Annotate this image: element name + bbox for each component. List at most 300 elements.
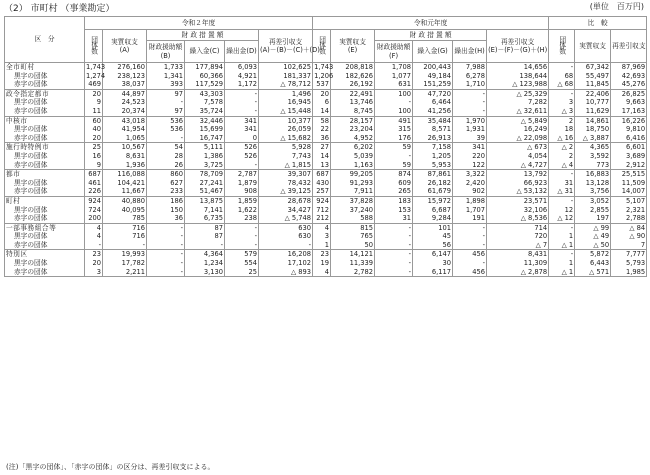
value-cell: 874 bbox=[375, 170, 413, 179]
value-cell: - bbox=[375, 232, 413, 241]
value-cell: 2,420 bbox=[453, 179, 487, 188]
value-cell: 393 bbox=[147, 80, 185, 89]
value-cell: 3,130 bbox=[185, 268, 225, 277]
value-cell: 3,725 bbox=[185, 161, 225, 170]
value-cell: 11,845 bbox=[575, 80, 611, 89]
header-r2-kurishutsu: 繰出金(D) bbox=[225, 41, 259, 63]
value-cell: 16,883 bbox=[575, 170, 611, 179]
value-cell: - bbox=[103, 241, 147, 250]
value-cell: △ 15,448 bbox=[259, 107, 313, 116]
value-cell: △ 3,887 bbox=[575, 134, 611, 143]
header-comparison: 比 較 bbox=[549, 17, 647, 30]
value-cell: - bbox=[453, 107, 487, 116]
value-cell: 902 bbox=[453, 187, 487, 196]
value-cell: 50 bbox=[331, 241, 375, 250]
value-cell: 25 bbox=[85, 143, 103, 152]
value-cell: 10,567 bbox=[103, 143, 147, 152]
value-cell: 860 bbox=[147, 170, 185, 179]
header-r1-dantai: 団体数 bbox=[313, 30, 331, 63]
value-cell: 68 bbox=[549, 72, 575, 81]
value-cell: △ 39,125 bbox=[259, 187, 313, 196]
value-cell: 39 bbox=[453, 134, 487, 143]
value-cell: △ 2,878 bbox=[487, 268, 549, 277]
value-cell: 10,777 bbox=[575, 98, 611, 107]
value-cell: - bbox=[549, 250, 575, 259]
value-cell: - bbox=[549, 89, 575, 98]
value-cell: 2 bbox=[549, 116, 575, 125]
value-cell: 9,810 bbox=[611, 125, 647, 134]
value-cell: △ 1 bbox=[549, 268, 575, 277]
value-cell: - bbox=[225, 98, 259, 107]
value-cell: 19,993 bbox=[103, 250, 147, 259]
value-cell: 7,743 bbox=[259, 152, 313, 161]
value-cell: - bbox=[185, 241, 225, 250]
value-cell: - bbox=[147, 268, 185, 277]
value-cell: 6 bbox=[313, 98, 331, 107]
value-cell: 23,571 bbox=[487, 196, 549, 205]
value-cell: 1,622 bbox=[225, 206, 259, 215]
value-cell: 1,341 bbox=[147, 72, 185, 81]
value-cell: 6,416 bbox=[611, 134, 647, 143]
value-cell: △ 90 bbox=[611, 232, 647, 241]
value-cell: 43,303 bbox=[185, 89, 225, 98]
value-cell: △ 5,748 bbox=[259, 214, 313, 223]
table-row bbox=[5, 187, 647, 196]
value-cell: 20 bbox=[85, 259, 103, 268]
value-cell: 276,160 bbox=[103, 63, 147, 72]
table-row bbox=[5, 223, 647, 232]
value-cell: 8,631 bbox=[103, 152, 147, 161]
value-cell: 924 bbox=[85, 196, 103, 205]
value-cell: 44,897 bbox=[103, 89, 147, 98]
value-cell: 1,936 bbox=[103, 161, 147, 170]
value-cell: 226 bbox=[85, 187, 103, 196]
value-cell: 908 bbox=[225, 187, 259, 196]
value-cell: 17,782 bbox=[103, 259, 147, 268]
value-cell: 1,859 bbox=[225, 196, 259, 205]
value-cell: 87 bbox=[185, 232, 225, 241]
settlement-table bbox=[4, 16, 647, 277]
value-cell: 100 bbox=[375, 89, 413, 98]
value-cell: 0 bbox=[225, 134, 259, 143]
value-cell: 49,184 bbox=[413, 72, 453, 81]
value-cell: 122 bbox=[453, 161, 487, 170]
value-cell: 182,626 bbox=[331, 72, 375, 81]
value-cell: 265 bbox=[375, 187, 413, 196]
row-label: 赤字の団体 bbox=[5, 134, 85, 143]
row-label: 黒字の団体 bbox=[5, 98, 85, 107]
value-cell: - bbox=[147, 98, 185, 107]
value-cell: 1,065 bbox=[103, 134, 147, 143]
value-cell: 1,707 bbox=[453, 206, 487, 215]
value-cell: 60,366 bbox=[185, 72, 225, 81]
value-cell: △ 12 bbox=[549, 214, 575, 223]
value-cell: △ 49 bbox=[575, 232, 611, 241]
value-cell: 26,192 bbox=[331, 80, 375, 89]
header-r2-dantai: 団体数 bbox=[85, 30, 103, 63]
value-cell: 24,523 bbox=[103, 98, 147, 107]
value-cell: △ 22,098 bbox=[487, 134, 549, 143]
value-cell: △ 99 bbox=[575, 223, 611, 232]
value-cell: 724 bbox=[85, 206, 103, 215]
unit-label: (単位 百万円) bbox=[589, 2, 644, 11]
table-row bbox=[5, 196, 647, 205]
value-cell: 233 bbox=[147, 187, 185, 196]
value-cell: △ 4,727 bbox=[487, 161, 549, 170]
value-cell: 7,777 bbox=[611, 250, 647, 259]
value-cell: 43,018 bbox=[103, 116, 147, 125]
value-cell: △ 2 bbox=[549, 143, 575, 152]
value-cell: - bbox=[453, 232, 487, 241]
value-cell: 554 bbox=[225, 259, 259, 268]
value-cell: △ 25,329 bbox=[487, 89, 549, 98]
value-cell: - bbox=[375, 259, 413, 268]
value-cell: 28 bbox=[147, 152, 185, 161]
value-cell: 1,710 bbox=[453, 80, 487, 89]
header-r1-zaisei: 財 政 措 置 額 bbox=[375, 30, 487, 41]
value-cell: 14,656 bbox=[487, 63, 549, 72]
value-cell: 3,689 bbox=[611, 152, 647, 161]
value-cell: 7 bbox=[611, 241, 647, 250]
value-cell: 97 bbox=[147, 107, 185, 116]
table-row bbox=[5, 259, 647, 268]
value-cell: 2,321 bbox=[611, 206, 647, 215]
value-cell: 87,969 bbox=[611, 63, 647, 72]
value-cell: 35,484 bbox=[413, 116, 453, 125]
table-row bbox=[5, 116, 647, 125]
value-cell: 13,875 bbox=[185, 196, 225, 205]
value-cell: 208,818 bbox=[331, 63, 375, 72]
header-c-sahiki: 再差引収支 bbox=[611, 30, 647, 63]
value-cell: △ 7 bbox=[487, 241, 549, 250]
value-cell: 25,515 bbox=[611, 170, 647, 179]
value-cell: - bbox=[147, 259, 185, 268]
header-kubun: 区 分 bbox=[5, 17, 85, 63]
table-row bbox=[5, 107, 647, 116]
value-cell: - bbox=[225, 161, 259, 170]
value-cell: 22 bbox=[313, 125, 331, 134]
value-cell: - bbox=[453, 241, 487, 250]
value-cell: 9 bbox=[85, 98, 103, 107]
row-label: 赤字の団体 bbox=[5, 187, 85, 196]
value-cell: 716 bbox=[103, 232, 147, 241]
value-cell: 1,386 bbox=[185, 152, 225, 161]
value-cell: - bbox=[453, 259, 487, 268]
value-cell: - bbox=[147, 241, 185, 250]
table-row bbox=[5, 170, 647, 179]
value-cell: 5,953 bbox=[413, 161, 453, 170]
value-cell: 456 bbox=[453, 268, 487, 277]
value-cell: 34,427 bbox=[259, 206, 313, 215]
value-cell: 14,007 bbox=[611, 187, 647, 196]
value-cell: 1,163 bbox=[331, 161, 375, 170]
value-cell: 4 bbox=[313, 223, 331, 232]
value-cell: - bbox=[225, 89, 259, 98]
table-row bbox=[5, 241, 647, 250]
table-row bbox=[5, 250, 647, 259]
table-row bbox=[5, 134, 647, 143]
value-cell: 186 bbox=[147, 196, 185, 205]
table-row bbox=[5, 161, 647, 170]
value-cell: 11,309 bbox=[487, 259, 549, 268]
value-cell: 37,240 bbox=[331, 206, 375, 215]
value-cell: 31 bbox=[375, 214, 413, 223]
value-cell: 197 bbox=[575, 214, 611, 223]
value-cell: 4 bbox=[313, 268, 331, 277]
value-cell: △ 50 bbox=[575, 241, 611, 250]
value-cell: - bbox=[453, 98, 487, 107]
value-cell: 5,111 bbox=[185, 143, 225, 152]
value-cell: 51,467 bbox=[185, 187, 225, 196]
value-cell: 4,365 bbox=[575, 143, 611, 152]
value-cell: 537 bbox=[313, 80, 331, 89]
row-label: 全市町村 bbox=[5, 63, 85, 72]
value-cell: 491 bbox=[375, 116, 413, 125]
value-cell: 579 bbox=[225, 250, 259, 259]
value-cell: 1 bbox=[549, 259, 575, 268]
value-cell: 4 bbox=[85, 223, 103, 232]
value-cell: 38,037 bbox=[103, 80, 147, 89]
value-cell: △ 16 bbox=[549, 134, 575, 143]
value-cell: 430 bbox=[313, 179, 331, 188]
header-r1-sahiki: 再差引収支 (E)－(F)－(G)＋(H) bbox=[487, 30, 549, 63]
header-r2-josei: 財政援助額(B) bbox=[147, 41, 185, 63]
value-cell: - bbox=[85, 241, 103, 250]
value-cell: 6,093 bbox=[225, 63, 259, 72]
row-label: 特別区 bbox=[5, 250, 85, 259]
value-cell: 16,249 bbox=[487, 125, 549, 134]
table-row bbox=[5, 63, 647, 72]
value-cell: △ 1,815 bbox=[259, 161, 313, 170]
row-label: 町村 bbox=[5, 196, 85, 205]
value-cell: 117,529 bbox=[185, 80, 225, 89]
value-cell: △ 31 bbox=[549, 187, 575, 196]
value-cell: 97 bbox=[147, 89, 185, 98]
value-cell: 4,054 bbox=[487, 152, 549, 161]
value-cell: 14 bbox=[313, 152, 331, 161]
table-row bbox=[5, 268, 647, 277]
row-label: 一部事務組合等 bbox=[5, 223, 85, 232]
header-r1-kuriire: 繰入金(G) bbox=[413, 41, 453, 63]
value-cell: △ 123,988 bbox=[487, 80, 549, 89]
value-cell: 10,377 bbox=[259, 116, 313, 125]
value-cell: 1,743 bbox=[314, 63, 334, 71]
table-row bbox=[5, 179, 647, 188]
value-cell: - bbox=[375, 152, 413, 161]
value-cell: 7,911 bbox=[331, 187, 375, 196]
value-cell: 13,746 bbox=[331, 98, 375, 107]
value-cell: 13 bbox=[313, 161, 331, 170]
value-cell: 1,733 bbox=[147, 63, 185, 72]
value-cell: 11,667 bbox=[103, 187, 147, 196]
value-cell: 87 bbox=[185, 223, 225, 232]
value-cell: 17,163 bbox=[611, 107, 647, 116]
value-cell: △ 1 bbox=[549, 241, 575, 250]
value-cell: 238 bbox=[225, 214, 259, 223]
footnote: (注)「黒字の団体」、「赤字の団体」の区分は、再差引収支による。 bbox=[6, 463, 215, 471]
value-cell: 4,952 bbox=[331, 134, 375, 143]
value-cell: 11,509 bbox=[611, 179, 647, 188]
value-cell: 32,446 bbox=[185, 116, 225, 125]
value-cell: 716 bbox=[103, 223, 147, 232]
value-cell: 4,921 bbox=[225, 72, 259, 81]
value-cell: 4 bbox=[85, 232, 103, 241]
table-row bbox=[5, 206, 647, 215]
value-cell: 116,088 bbox=[103, 170, 147, 179]
value-cell: - bbox=[225, 107, 259, 116]
row-label: 赤字の団体 bbox=[5, 241, 85, 250]
value-cell: 13,128 bbox=[575, 179, 611, 188]
value-cell: 714 bbox=[487, 223, 549, 232]
value-cell: 66,923 bbox=[487, 179, 549, 188]
value-cell: 11 bbox=[85, 107, 103, 116]
value-cell: 341 bbox=[453, 143, 487, 152]
value-cell: 7,988 bbox=[453, 63, 487, 72]
value-cell: 609 bbox=[375, 179, 413, 188]
table-row bbox=[5, 152, 647, 161]
value-cell: 5,928 bbox=[259, 143, 313, 152]
value-cell: 181,337 bbox=[259, 72, 313, 81]
value-cell: 2,788 bbox=[611, 214, 647, 223]
value-cell: △ 4 bbox=[549, 161, 575, 170]
value-cell: 526 bbox=[225, 143, 259, 152]
value-cell: 1,708 bbox=[375, 63, 413, 72]
section-title: （2） 市町村 （事業勘定） bbox=[4, 4, 115, 14]
value-cell: 35,724 bbox=[185, 107, 225, 116]
row-label: 赤字の団体 bbox=[5, 107, 85, 116]
value-cell: 19 bbox=[313, 259, 331, 268]
value-cell: 7,141 bbox=[185, 206, 225, 215]
value-cell: - bbox=[225, 223, 259, 232]
value-cell: 23 bbox=[313, 250, 331, 259]
value-cell: 26 bbox=[147, 161, 185, 170]
value-cell: 150 bbox=[147, 206, 185, 215]
value-cell: 26,182 bbox=[413, 179, 453, 188]
header-r1-kurishutsu: 繰出金(H) bbox=[453, 41, 487, 63]
row-label: 赤字の団体 bbox=[5, 161, 85, 170]
value-cell: 37,828 bbox=[331, 196, 375, 205]
value-cell: 6,464 bbox=[413, 98, 453, 107]
value-cell: 91,293 bbox=[331, 179, 375, 188]
value-cell: - bbox=[147, 134, 185, 143]
value-cell: 60 bbox=[85, 116, 103, 125]
value-cell: 27,241 bbox=[185, 179, 225, 188]
value-cell: 42,693 bbox=[611, 72, 647, 81]
value-cell: 5,039 bbox=[331, 152, 375, 161]
value-cell: 765 bbox=[331, 232, 375, 241]
value-cell: 40,095 bbox=[103, 206, 147, 215]
value-cell: 315 bbox=[375, 125, 413, 134]
value-cell: 40 bbox=[85, 125, 103, 134]
value-cell: 220 bbox=[453, 152, 487, 161]
value-cell: 2 bbox=[549, 152, 575, 161]
value-cell: 177,894 bbox=[185, 63, 225, 72]
value-cell: 9 bbox=[85, 161, 103, 170]
value-cell: △ 78,712 bbox=[259, 80, 313, 89]
value-cell: 15,972 bbox=[413, 196, 453, 205]
value-cell: 1,274 bbox=[86, 71, 106, 80]
row-label: 黒字の団体 bbox=[5, 72, 85, 81]
value-cell: 13,792 bbox=[487, 170, 549, 179]
value-cell: 138,644 bbox=[487, 72, 549, 81]
value-cell: 8,745 bbox=[331, 107, 375, 116]
value-cell: 26,059 bbox=[259, 125, 313, 134]
value-cell: 2,787 bbox=[225, 170, 259, 179]
header-r2-kuriire: 繰入金(C) bbox=[185, 41, 225, 63]
value-cell: 12 bbox=[549, 206, 575, 215]
value-cell: 39,307 bbox=[259, 170, 313, 179]
value-cell: - bbox=[375, 223, 413, 232]
header-r2-zaisei: 財 政 措 置 額 bbox=[147, 30, 259, 41]
value-cell: 18,750 bbox=[575, 125, 611, 134]
value-cell: 11,339 bbox=[331, 259, 375, 268]
row-label: 都市 bbox=[5, 170, 85, 179]
value-cell: 9,663 bbox=[611, 98, 647, 107]
value-cell: 2,855 bbox=[575, 206, 611, 215]
value-cell: 1,985 bbox=[611, 268, 647, 277]
value-cell: △ 53,132 bbox=[487, 187, 549, 196]
value-cell: 14,861 bbox=[575, 116, 611, 125]
value-cell: 67,342 bbox=[575, 63, 611, 72]
value-cell: 59 bbox=[375, 143, 413, 152]
value-cell: 2,912 bbox=[611, 161, 647, 170]
value-cell: 536 bbox=[147, 125, 185, 134]
value-cell: 6,443 bbox=[575, 259, 611, 268]
value-cell: 1,931 bbox=[453, 125, 487, 134]
value-cell: 30 bbox=[413, 259, 453, 268]
row-label: 黒字の団体 bbox=[5, 125, 85, 134]
value-cell: 469 bbox=[85, 80, 103, 89]
value-cell: 6,202 bbox=[331, 143, 375, 152]
value-cell: 27 bbox=[313, 143, 331, 152]
value-cell: 1,234 bbox=[185, 259, 225, 268]
value-cell: - bbox=[375, 250, 413, 259]
value-cell: 100 bbox=[375, 107, 413, 116]
value-cell: 5,107 bbox=[611, 196, 647, 205]
value-cell: 78,432 bbox=[259, 179, 313, 188]
header-r2-jisshitsu: 実質収支 (A) bbox=[103, 30, 147, 63]
value-cell: 41,256 bbox=[413, 107, 453, 116]
table-row bbox=[5, 232, 647, 241]
value-cell: 102,625 bbox=[259, 63, 313, 72]
value-cell: 16,226 bbox=[611, 116, 647, 125]
value-cell: 630 bbox=[259, 232, 313, 241]
value-cell: 151,259 bbox=[413, 80, 453, 89]
value-cell: 6,278 bbox=[453, 72, 487, 81]
value-cell: 17,102 bbox=[259, 259, 313, 268]
value-cell: 18 bbox=[549, 125, 575, 134]
value-cell: 101 bbox=[413, 223, 453, 232]
value-cell: 47,720 bbox=[413, 89, 453, 98]
value-cell: - bbox=[453, 89, 487, 98]
value-cell: 526 bbox=[225, 152, 259, 161]
value-cell: - bbox=[453, 223, 487, 232]
value-cell: 22,406 bbox=[575, 89, 611, 98]
value-cell: 26,825 bbox=[611, 89, 647, 98]
value-cell: 1,879 bbox=[225, 179, 259, 188]
value-cell: 20 bbox=[313, 89, 331, 98]
value-cell: 1,898 bbox=[453, 196, 487, 205]
value-cell: 16,945 bbox=[259, 98, 313, 107]
value-cell: △ 8,536 bbox=[487, 214, 549, 223]
value-cell: 58 bbox=[313, 116, 331, 125]
value-cell: 456 bbox=[453, 250, 487, 259]
value-cell: 7,282 bbox=[487, 98, 549, 107]
value-cell: 26,913 bbox=[413, 134, 453, 143]
value-cell: 773 bbox=[575, 161, 611, 170]
value-cell: 1 bbox=[549, 232, 575, 241]
value-cell: 20 bbox=[85, 89, 103, 98]
